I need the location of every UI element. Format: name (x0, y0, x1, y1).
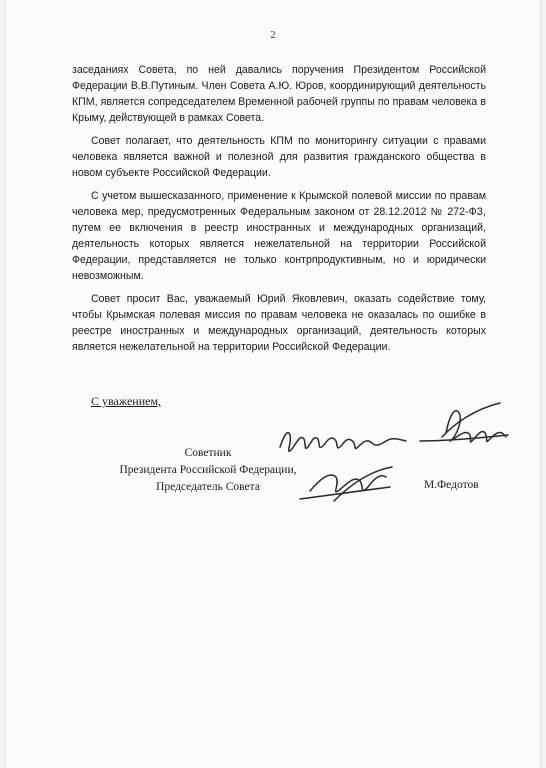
paragraph-continuation: заседаниях Совета, по ней давались поручения Президентом Российской Федерации В.В.Путиным. Член Совета А.Ю. Юров, координирующий деятельность КПМ, является сопредседателем Временной рабочей группы по правам человека в Крыму, действующей в рамках Совета. (72, 64, 486, 124)
handwritten-signature (270, 395, 520, 515)
paragraph-legal-assessment: С учетом вышесказанного, применение к Крымской полевой миссии по правам человека мер, предусмотренных Федеральным законом от 28.12.2012 № 272-ФЗ, путем ее включения в реестр иностранных и международных организаций, деятельность которых является нежелательной на территории Российской Федерации, представляется не только контрпродуктивным, но и юридически невозможным. (72, 190, 486, 282)
signatory-title-line: Советник (184, 447, 232, 459)
signatory-title-line: Председатель Совета (156, 481, 260, 493)
signatory-name: М.Федотов (424, 479, 479, 491)
paragraph-council-opinion: Совет полагает, что деятельность КПМ по мониторингу ситуации с правами человека является важной и полезной для развития гражданского общества в новом субъекте Российской Федерации. (72, 135, 486, 179)
letter-body (72, 62, 486, 362)
signatory-title-line: Президента Российской Федерации, (119, 464, 297, 476)
closing-salutation: С уважением, (91, 394, 162, 408)
page-number: 2 (270, 30, 276, 41)
paragraph-request: Совет просит Вас, уважаемый Юрий Яковлевич, оказать содействие тому, чтобы Крымская полевая миссия по правам человека не оказалась по ошибке в реестре иностранных и международных организаций, деятельность которых является нежелательной на территории Российской Федерации. (72, 293, 486, 353)
